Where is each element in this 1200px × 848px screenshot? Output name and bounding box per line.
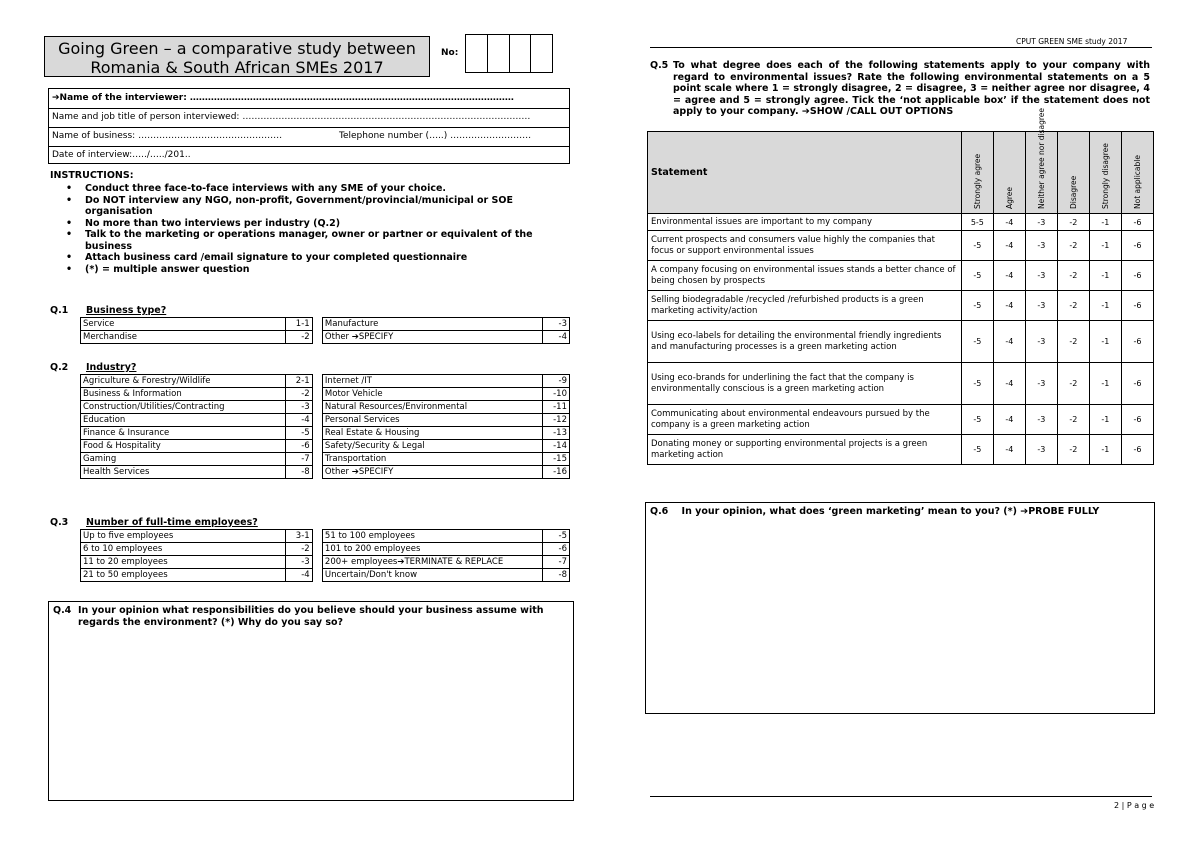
option-code[interactable]: -12 [543,414,570,427]
option-label: Transportation [322,453,542,466]
rating-cell[interactable]: -5 [961,231,993,261]
instruction-item: • (*) = multiple answer question [62,264,542,276]
spacer [312,466,322,479]
rating-column-header [961,132,993,214]
telephone-field[interactable]: Telephone number (…..) ……………………… [339,131,532,141]
option-label: Gaming [81,453,286,466]
spacer [312,569,322,582]
rating-cell[interactable]: -2 [1057,405,1089,435]
rating-cell[interactable]: -1 [1089,405,1121,435]
q4-number: Q.4 [53,605,72,616]
rating-cell[interactable]: -1 [1089,363,1121,405]
option-code[interactable]: -16 [543,466,570,479]
option-code[interactable]: -5 [543,530,570,543]
rating-column-label: Neither agree nor disagree [1037,107,1047,209]
rating-cell[interactable]: -3 [1025,231,1057,261]
q5-rating-table [647,107,1154,465]
option-code[interactable]: -15 [543,453,570,466]
option-label: 21 to 50 employees [81,569,286,582]
rating-cell[interactable]: -6 [1121,231,1153,261]
rating-cell[interactable]: -4 [993,261,1025,291]
rating-cell[interactable]: -5 [961,435,993,465]
spacer [312,401,322,414]
rating-cell[interactable]: -4 [993,231,1025,261]
option-code[interactable]: -7 [543,556,570,569]
interview-date-field[interactable]: Date of interview:…../…../201.. [52,150,191,160]
rating-cell[interactable]: -2 [1057,435,1089,465]
option-row [81,530,570,543]
spacer [312,318,322,331]
rating-column-header [1057,132,1089,214]
rating-cell[interactable]: -2 [1057,363,1089,405]
business-name-field[interactable]: Name of business: ………………………………………… [52,131,283,141]
statement-text: Communicating about environmental endeavours pursued by the company is a green marketing action [648,405,962,435]
rating-cell[interactable]: -6 [1121,363,1153,405]
rating-cell[interactable]: -3 [1025,291,1057,321]
rating-cell[interactable]: -1 [1089,321,1121,363]
spacer [312,375,322,388]
option-label: Merchandise [81,331,286,344]
rating-cell[interactable]: -4 [993,405,1025,435]
option-code[interactable]: -3 [286,401,313,414]
instruction-item: • Talk to the marketing or operations manager, owner or partner or equivalent of the business [62,229,542,252]
option-label: Other ➔SPECIFY [322,331,542,344]
q2-number: Q.2 [50,362,69,373]
rating-cell[interactable]: -5 [961,321,993,363]
number-boxes[interactable] [465,34,553,73]
option-label: Real Estate & Housing [322,427,542,440]
instructions-list [62,183,542,275]
option-label: 51 to 100 employees [322,530,542,543]
statement-text: Selling biodegradable /recycled /refurbished products is a green marketing activity/action [648,291,962,321]
option-code[interactable]: -13 [543,427,570,440]
option-label: Manufacture [322,318,542,331]
option-code[interactable]: -8 [543,569,570,582]
spacer [312,543,322,556]
statement-row [648,231,1154,261]
instruction-item: • Attach business card /email signature to your completed questionnaire [62,252,542,264]
option-label: Construction/Utilities/Contracting [81,401,286,414]
rating-cell[interactable]: -5 [961,405,993,435]
statement-text: Environmental issues are important to my company [648,214,962,231]
q2-title: Industry? [86,362,137,373]
option-row [81,440,570,453]
statement-row [648,405,1154,435]
option-label: Education [81,414,286,427]
interviewer-details-box [48,88,570,164]
option-code[interactable]: -9 [543,375,570,388]
option-label: Health Services [81,466,286,479]
interviewer-name-field[interactable]: ➔Name of the interviewer: ……………………………………………………………………………………………… [52,93,514,103]
option-label: Internet /IT [322,375,542,388]
rating-cell[interactable]: -5 [961,363,993,405]
option-code[interactable]: -6 [543,543,570,556]
statement-row [648,214,1154,231]
statement-text: Current prospects and consumers value highly the companies that focus or support environmental issues [648,231,962,261]
spacer [312,556,322,569]
option-label: Business & Information [81,388,286,401]
statement-row [648,321,1154,363]
option-code[interactable]: -10 [543,388,570,401]
option-code[interactable]: -3 [286,556,313,569]
footer-divider [650,796,1152,797]
rating-cell[interactable]: -1 [1089,231,1121,261]
option-row [81,318,570,331]
spacer [312,530,322,543]
option-label: Service [81,318,286,331]
q4-text: In your opinion what responsibilities do you believe should your business assume with regards the environment? (*) Why do you say so? [78,605,544,628]
option-code[interactable]: -5 [286,427,313,440]
q3-options-table [80,529,570,582]
option-code[interactable]: 1-1 [286,318,313,331]
q2-options-table [80,374,570,479]
option-label: 6 to 10 employees [81,543,286,556]
rating-cell[interactable]: -4 [993,321,1025,363]
q5-text: To what degree does each of the following statements apply to your company with regard to environmental issues? Rate the following environmental statements on a 5 point scale where 1 = strongly disagree, 2 = disagree, 3 = neither agree nor disagree, 4 = agree and 5 = strongly agree. Tick the ‘not applicable box’ if the statement does not apply to your company. ➔SHOW /CALL OUT OPTIONS [673,60,1150,117]
rating-cell[interactable]: -3 [1025,405,1057,435]
rating-column-label: Not applicable [1133,155,1143,209]
rating-cell[interactable]: -6 [1121,291,1153,321]
rating-cell[interactable]: -2 [1057,231,1089,261]
option-row [81,401,570,414]
rating-cell[interactable]: -6 [1121,435,1153,465]
rating-column-header [1089,132,1121,214]
option-row [81,414,570,427]
rating-cell[interactable]: -6 [1121,321,1153,363]
option-row [81,427,570,440]
rating-cell[interactable]: -5 [961,291,993,321]
statement-row [648,261,1154,291]
q6-question [650,506,1099,517]
statement-header: Statement [648,132,962,214]
option-label: Motor Vehicle [322,388,542,401]
statement-row [648,291,1154,321]
statement-text: Using eco-labels for detailing the environmental friendly ingredients and manufacturing processes is a green marketing action [648,321,962,363]
q6-text: In your opinion, what does ‘green marketing’ mean to you? (*) ➔PROBE FULLY [681,506,1100,517]
rating-cell[interactable]: -2 [1057,321,1089,363]
rating-cell[interactable]: -3 [1025,261,1057,291]
rating-cell[interactable]: -3 [1025,363,1057,405]
rating-column-label: Strongly disagree [1101,143,1111,209]
option-code[interactable]: -6 [286,440,313,453]
q5-question [650,60,1150,118]
page-header: CPUT GREEN SME study 2017 [1016,37,1128,46]
rating-cell[interactable]: -6 [1121,261,1153,291]
option-label: Uncertain/Don't know [322,569,542,582]
rating-cell[interactable]: -2 [1057,261,1089,291]
option-label: 200+ employees➔TERMINATE & REPLACE [322,556,542,569]
option-code[interactable]: -4 [543,331,570,344]
spacer [312,414,322,427]
rating-cell[interactable]: -3 [1025,214,1057,231]
option-row [81,453,570,466]
statement-text: A company focusing on environmental issues stands a better chance of being chosen by prospects [648,261,962,291]
rating-cell[interactable]: -4 [993,214,1025,231]
option-label: Up to five employees [81,530,286,543]
option-label: Food & Hospitality [81,440,286,453]
instruction-item: • No more than two interviews per industry (Q.2) [62,218,542,230]
spacer [312,427,322,440]
option-code[interactable]: -4 [286,569,313,582]
option-row [81,543,570,556]
option-label: 101 to 200 employees [322,543,542,556]
rating-cell[interactable]: 5-5 [961,214,993,231]
q6-answer-box[interactable] [645,502,1155,714]
survey-title: Going Green – a comparative study between Romania & South African SMEs 2017 [44,36,430,77]
statement-row [648,363,1154,405]
option-code[interactable]: 2-1 [286,375,313,388]
option-code[interactable]: -8 [286,466,313,479]
option-row [81,331,570,344]
rating-column-label: Disagree [1069,175,1079,209]
option-row [81,388,570,401]
statement-text: Using eco-brands for underlining the fact that the company is environmentally conscious is a green marketing action [648,363,962,405]
rating-cell[interactable]: -1 [1089,214,1121,231]
q4-question [53,605,568,628]
option-code[interactable]: -2 [286,388,313,401]
rating-cell[interactable]: -2 [1057,291,1089,321]
rating-cell[interactable]: -6 [1121,214,1153,231]
option-row [81,569,570,582]
number-label: No: [441,48,459,58]
q5-number: Q.5 [650,60,669,71]
spacer [312,453,322,466]
rating-column-header [993,132,1025,214]
rating-cell[interactable]: -4 [993,291,1025,321]
q3-number: Q.3 [50,517,69,528]
statement-row [648,435,1154,465]
header-divider [650,47,1152,48]
option-row [81,466,570,479]
rating-cell[interactable]: -1 [1089,435,1121,465]
rating-column-header [1121,132,1153,214]
option-code[interactable]: -4 [286,414,313,427]
q6-number: Q.6 [650,506,669,517]
rating-cell[interactable]: -2 [1057,214,1089,231]
option-label: Safety/Security & Legal [322,440,542,453]
rating-cell[interactable]: -3 [1025,321,1057,363]
rating-cell[interactable]: -3 [1025,435,1057,465]
q1-number: Q.1 [50,305,69,316]
rating-cell[interactable]: -5 [961,261,993,291]
option-code[interactable]: -7 [286,453,313,466]
option-label: Finance & Insurance [81,427,286,440]
q1-options-table [80,317,570,344]
instruction-item: • Do NOT interview any NGO, non-profit, Government/provincial/municipal or SOE organisation [62,195,542,218]
option-row [81,556,570,569]
option-row [81,375,570,388]
option-label: 11 to 20 employees [81,556,286,569]
spacer [312,388,322,401]
page-number: 2 | P a g e [1114,801,1155,810]
q3-title: Number of full-time employees? [86,517,258,528]
spacer [312,440,322,453]
option-code[interactable]: -2 [286,331,313,344]
rating-column-label: Agree [1005,186,1015,209]
rating-cell[interactable]: -4 [993,435,1025,465]
person-interviewed-field[interactable]: Name and job title of person interviewed: …………………………………………………………………………………… [52,112,531,122]
spacer [312,331,322,344]
option-label: Other ➔SPECIFY [322,466,542,479]
rating-cell[interactable]: -6 [1121,405,1153,435]
option-code[interactable]: 3-1 [286,530,313,543]
option-code[interactable]: -11 [543,401,570,414]
rating-column-header [1025,107,1057,214]
option-label: Agriculture & Forestry/Wildlife [81,375,286,388]
option-label: Natural Resources/Environmental [322,401,542,414]
rating-cell[interactable]: -1 [1089,261,1121,291]
rating-cell[interactable]: -4 [993,363,1025,405]
option-code[interactable]: -3 [543,318,570,331]
rating-column-label: Strongly agree [973,153,983,209]
option-label: Personal Services [322,414,542,427]
instruction-item: • Conduct three face-to-face interviews with any SME of your choice. [62,183,542,195]
option-code[interactable]: -14 [543,440,570,453]
q1-title: Business type? [86,305,167,316]
rating-cell[interactable]: -1 [1089,291,1121,321]
statement-text: Donating money or supporting environmental projects is a green marketing action [648,435,962,465]
option-code[interactable]: -2 [286,543,313,556]
q4-answer-box[interactable] [48,601,574,801]
instructions-title: INSTRUCTIONS: [50,170,134,181]
